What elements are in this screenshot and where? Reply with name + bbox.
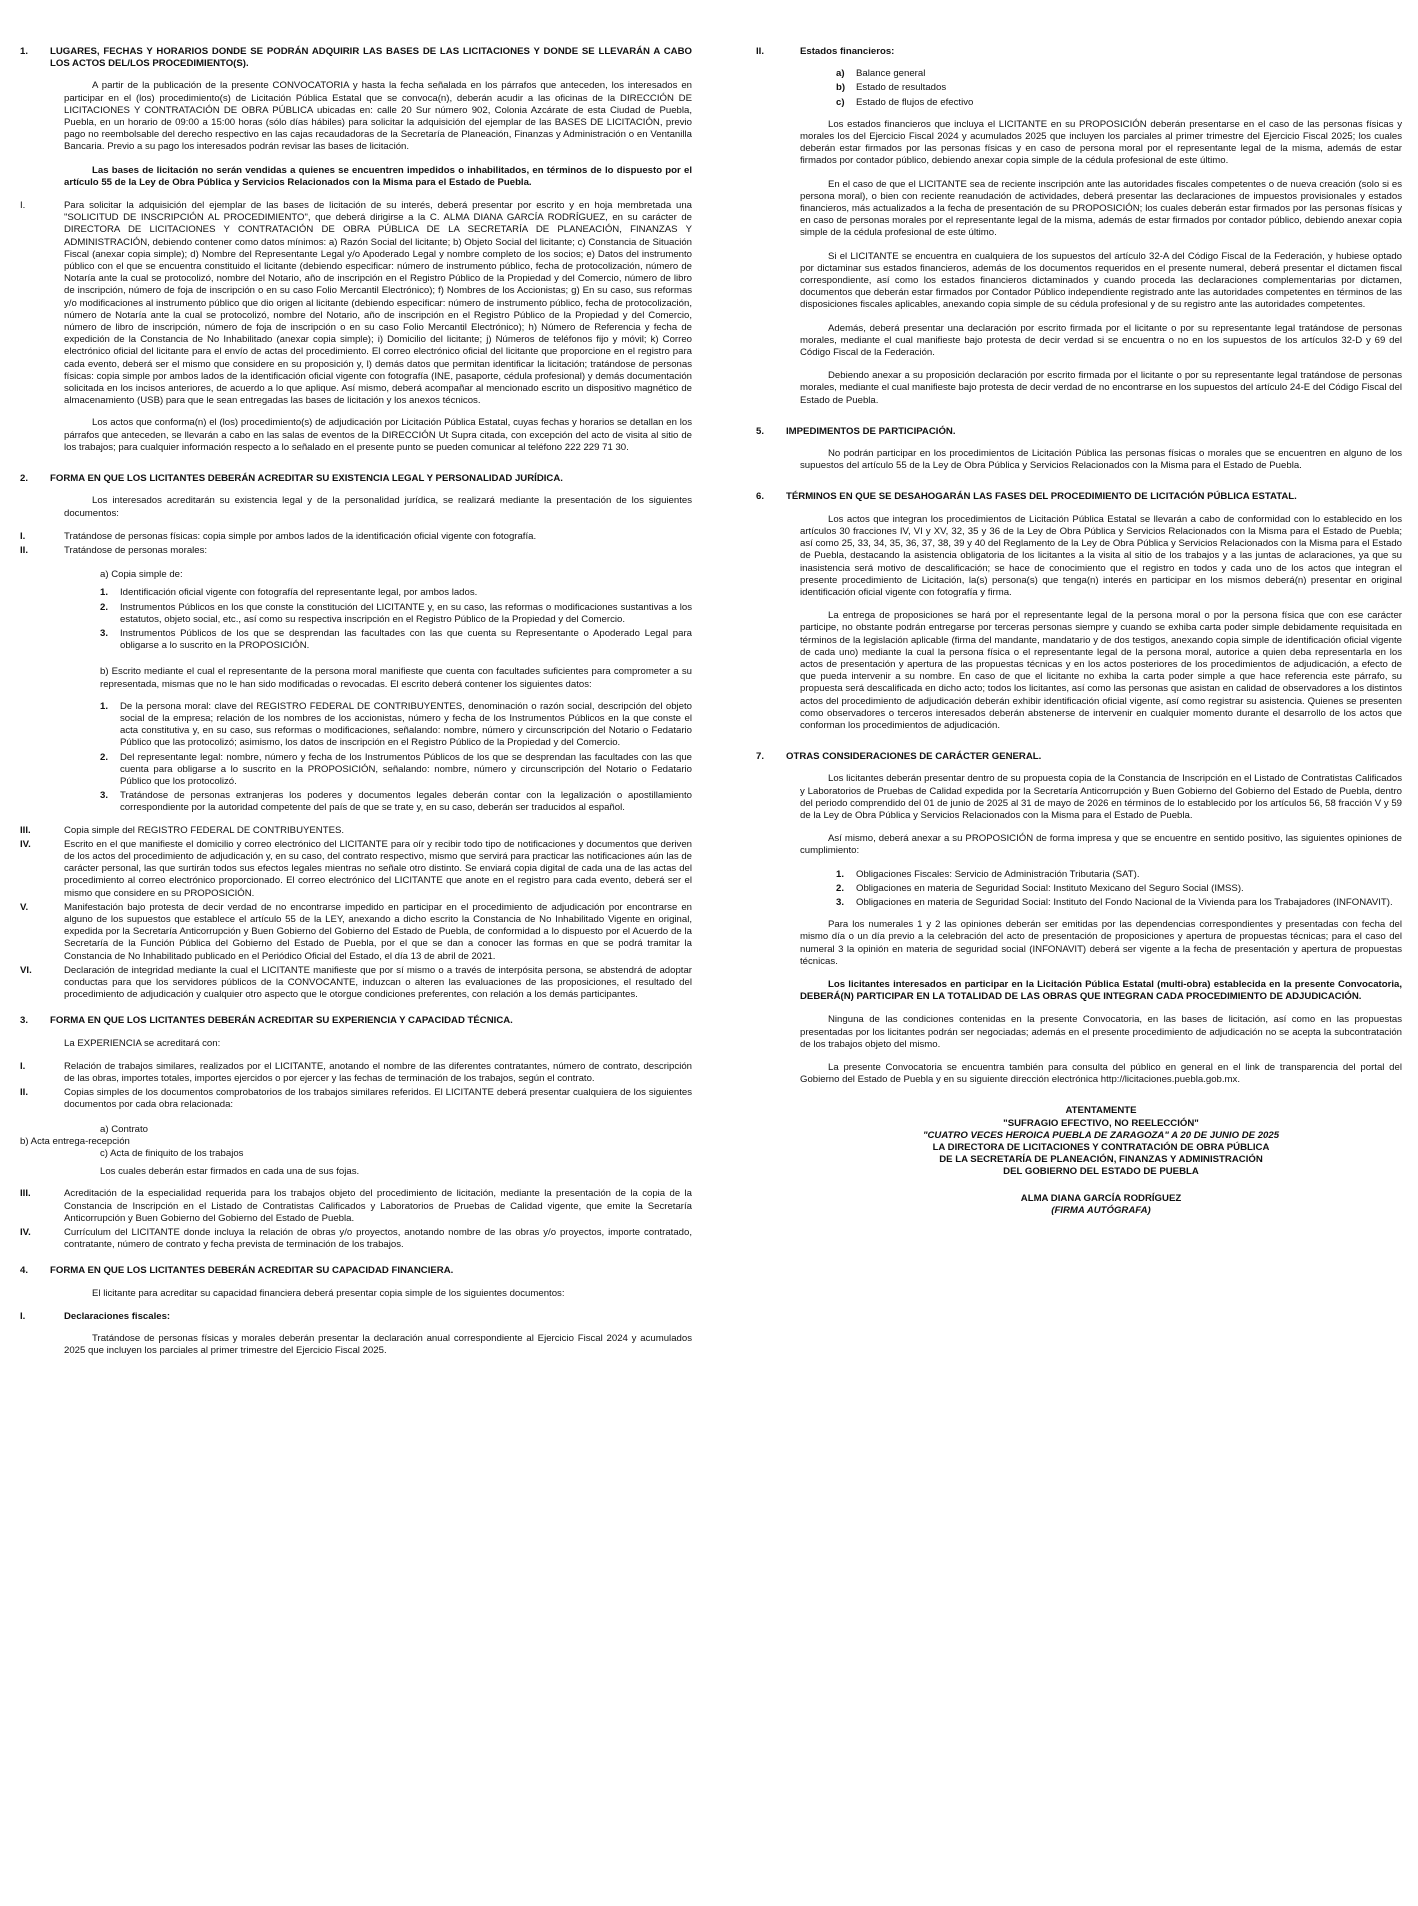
doc-item: b) Acta entrega-recepción: [20, 1135, 130, 1147]
list-marker: 3.: [836, 896, 845, 908]
list-marker: c): [836, 96, 845, 108]
list-marker: IV.: [20, 1227, 31, 1239]
list-item: [100, 701, 692, 750]
paragraph: Ninguna de las condiciones contenidas en la presente Convocatoria, en las bases de licitación, así como en las propuestas presentadas por los licitantes podrán ser negociadas; además en el presente procedimiento de adjudicación no se acepta la subcontratación de los trabajos objeto del mismo.: [800, 1014, 1402, 1050]
list-text: Para solicitar la adquisición del ejemplar de las bases de licitación de su interés, deberá presentar por escrito y en hoja membretada una "SOLICITUD DE INSCRIPCIÓN AL PROCEDIMIENTO", que deberá dirigirse a la C. ALMA DIANA GARCÍA RODRÍGUEZ, en su carácter de DIRECTORA DE LICITACIONES Y CONTRATACIÓN DE OBRA PÚBLICA DE LA SECRETARÍA DE PLANEACIÓN, FINANZAS Y ADMINISTRACIÓN, debiendo contener como datos mínimos: a) Razón Social del licitante; b) Objeto Social del licitante; c) Constancia de Situación Fiscal (anexar copia simple); d) Nombre del Representante Legal y/o Apoderado Legal y nombre completo de los socios; e) Datos del instrumento público con el que se encuentra constituido el licitante (debiendo especificar: número de instrumento público, fecha de protocolización, número de Notaría ante la cual se protocolizó, nombre del Notario, año de inscripción en el Registro Público de la Propiedad y del Comercio, número de libro de inscripción, número de foja de inscripción o en su caso Folio Mercantil Electrónico); f) Nombres de los Accionistas; g) En su caso, sus reformas y/o modificaciones al instrumento público que dio origen al licitante (debiendo especificar: número de instrumento público, fecha de protocolización, número de Notaría ante la cual se protocolizó, nombre del Notario, año de inscripción en el Registro Público de la Propiedad y del Comercio, número de libro de inscripción, número de foja de inscripción o en su caso Folio Mercantil Electrónico); h) Número de Referencia y fecha de expedición de la Constancia de No Inhabilitado (anexar copia simple); i) Domicilio del licitante; j) Números de teléfonos fijo y móvil; k) Correo electrónico oficial del licitante para el envío de actas del procedimiento. El correo electrónico oficial del licitante que proporcione en el registro para cada evento, deberá ser el mismo que considere en su proposición y, l) demás datos que permitan identificar la licitación; tratándose de personas físicas: copia simple por ambos lados de la identificación oficial vigente con fotografía (INE, pasaporte, cédula profesional) y demás documentación solicitada en los incisos anteriores, de acuerdo a lo que aplique. Así mismo, deberá acompañar al mencionado escrito un dispositivo magnético de almacenamiento (USB) para que le sean entregadas las bases de licitación y los anexos técnicos.: [64, 200, 692, 407]
section-title: FORMA EN QUE LOS LICITANTES DEBERÁN ACREDITAR SU EXISTENCIA LEGAL Y PERSONALIDAD JURÍDICA.: [50, 473, 563, 485]
list-marker: II.: [20, 544, 28, 556]
paragraph: Debiendo anexar a su proposición declaración por escrito firmada por el licitante o por su representante legal tratándose de personas morales, mediante el cual manifieste bajo protesta de decir verdad de no encontrarse en los supuestos del artículo 24-E del Código Fiscal del Estado de Puebla.: [800, 370, 1402, 406]
list-marker: IV.: [20, 838, 31, 850]
list-text: Obligaciones en materia de Seguridad Social: Instituto del Fondo Nacional de la Vivienda para los Trabajadores (INFONAVIT).: [856, 896, 1393, 908]
list-item: [20, 531, 692, 543]
left-column: [20, 46, 692, 1368]
section-number: 1.: [20, 46, 29, 57]
list-marker: I.: [20, 200, 26, 212]
paragraph-bold: Las bases de licitación no serán vendidas a quienes se encuentren impedidos o inhabilitados, en términos de lo dispuesto por el artículo 55 de la Ley de Obra Pública y Servicios Relacionados con la Misma para el Estado de Puebla.: [64, 164, 692, 188]
list-item: [836, 883, 1402, 895]
closing: ATENTAMENTE: [1065, 1105, 1137, 1117]
section-title: TÉRMINOS EN QUE SE DESAHOGARÁN LAS FASES DEL PROCEDIMIENTO DE LICITACIÓN PÚBLICA ESTATAL.: [786, 491, 1297, 503]
signer-name: ALMA DIANA GARCÍA RODRÍGUEZ: [1020, 1192, 1182, 1204]
list-text: Estado de resultados: [856, 82, 947, 94]
list-item: [836, 897, 1402, 909]
paragraph: Para los numerales 1 y 2 las opiniones deberán ser emitidas por las dependencias correspondientes y presentadas con fecha del mismo día o un día previo a la celebración del acto de presentación de proposiciones y apertura de propuestas técnicas; para el caso del numeral 3 la opinión en materia de seguridad social (INFONAVIT) deberá ser vigente a la fecha de presentación y apertura de propuestas técnicas.: [800, 919, 1402, 967]
paragraph: No podrán participar en los procedimientos de Licitación Pública las personas físicas o morales que se encuentren en alguno de los supuestos del artículo 55 de la Ley de Obra Pública y Servicios Relacionados con la Misma para el Estado de Puebla.: [800, 448, 1402, 472]
doc-item: c) Acta de finiquito de los trabajos: [100, 1148, 244, 1160]
list-marker: III.: [20, 824, 31, 836]
list-item: [20, 1061, 692, 1085]
list-text: Instrumentos Públicos de los que se desprendan las facultades con las que cuenta su Representante o Apoderado Legal para obligarse a lo suscrito en la PROPOSICIÓN.: [120, 627, 692, 652]
section-number: 2.: [20, 473, 29, 485]
sublist-label: b) Escrito mediante el cual el representante de la persona moral manifieste que cuenta con facultades suficientes para comprometer a su representada, mismas que no le han sido modificadas o revocadas. El escrito deberá contener los siguientes datos:: [100, 666, 692, 690]
list-text: Copia simple del REGISTRO FEDERAL DE CONTRIBUYENTES.: [64, 824, 345, 836]
list-item: [836, 68, 1402, 80]
list-text: Declaraciones fiscales:: [64, 1310, 171, 1322]
section-7-heading: [756, 751, 1402, 763]
right-column: [756, 46, 1402, 1217]
paragraph: El licitante para acreditar su capacidad financiera deberá presentar copia simple de los siguientes documentos:: [92, 1287, 565, 1299]
list-text: Tratándose de personas físicas: copia simple por ambos lados de la identificación oficial vigente con fotografía.: [64, 530, 537, 542]
doc-item: a) Contrato: [100, 1123, 148, 1135]
list-item: [20, 1227, 692, 1251]
list-marker: 3.: [100, 627, 109, 639]
section-1-heading: [20, 46, 692, 70]
paragraph: A partir de la publicación de la presente CONVOCATORIA y hasta la fecha señalada en los párrafos que anteceden, los interesados en participar en el (los) procedimiento(s) de Licitación Pública Estatal que se convoca(n), deberán acudir a las oficinas de la DIRECCIÓN DE LICITACIONES Y CONTRATACIÓN DE OBRA PÚBLICA ubicadas en: calle 20 Sur número 902, Colonia Azcárate de esta Ciudad de Puebla, Puebla, en un horario de 09:00 a 15:00 horas (sólo días hábiles) para solicitar la adquisición del ejemplar de las BASES DE LICITACIÓN, previo pago no reembolsable del derecho respectivo en las cajas recaudadoras de la Secretaría de Planeación, Finanzas y Administración o en Ventanilla Bancaria. Previo a su pago los interesados podrán revisar las bases de licitación.: [64, 80, 692, 153]
list-marker: 2.: [100, 601, 109, 613]
section-title: LUGARES, FECHAS Y HORARIOS DONDE SE PODRÁN ADQUIRIR LAS BASES DE LAS LICITACIONES Y DONDE SE LLEVARÁN A CABO LOS ACTOS DEL/LOS PROCEDIMIENTO(S).: [50, 46, 692, 70]
section-title: IMPEDIMENTOS DE PARTICIPACIÓN.: [786, 425, 956, 437]
paragraph: Los licitantes deberán presentar dentro de su propuesta copia de la Constancia de Inscripción en el Listado de Contratistas Calificados y Laboratorios de Pruebas de Calidad expedida por la Secretaría Anticorrupción y Buen Gobierno del Gobierno del Estado de Puebla, dentro del periodo comprendido del 01 de junio de 2025 al 31 de mayo de 2026 en términos de lo establecido por los artículos 56, 58 fracción V y 59 de la Ley de Obra Pública y Servicios Relacionados con la Misma para el Estado de Puebla.: [800, 773, 1402, 821]
list-marker: V.: [20, 901, 29, 913]
list-item: [20, 1188, 692, 1225]
list-item: [836, 869, 1402, 881]
list-item: [20, 1311, 692, 1323]
list-text: Instrumentos Públicos en los que conste la constitución del LICITANTE y, en su caso, las reformas o modificaciones sustantivas a los estatutos, objeto social, etc., así como su respectiva inscripción en el Registro Público de la Propiedad y del Comercio.: [120, 601, 692, 625]
paragraph: Los actos que conforma(n) el (los) procedimiento(s) de adjudicación por Licitación Pública Estatal, cuyas fechas y horarios se detallan en los párrafos que anteceden, se llevarán a cabo en las salas de eventos de la DIRECCIÓN Ut Supra citada, con excepción del acto de visita al sitio de los trabajos; para cualquier información respecto a lo señalado en el presente punto se pueden comunicar al teléfono 222 229 71 30.: [64, 417, 692, 453]
list-marker: a): [836, 68, 845, 80]
list-text: Tratándose de personas morales:: [64, 544, 208, 556]
section-5-heading: [756, 426, 1402, 438]
list-marker: III.: [20, 1188, 31, 1200]
section-2-heading: [20, 473, 692, 485]
place-date: "CUATRO VECES HEROICA PUEBLA DE ZARAGOZA" A 20 DE JUNIO DE 2025: [922, 1129, 1280, 1141]
list-marker: 1.: [100, 700, 109, 712]
list-item: [100, 628, 692, 652]
list-item: [20, 1087, 692, 1111]
list-text: Estados financieros:: [800, 46, 895, 57]
list-item: [100, 790, 692, 814]
list-item: [100, 602, 692, 626]
section-number: 6.: [756, 491, 765, 503]
list-marker: 3.: [100, 790, 109, 802]
list-item: [20, 839, 692, 900]
paragraph: Los estados financieros que incluya el LICITANTE en su PROPOSICIÓN deberán presentarse en el caso de las personas físicas y morales los del Ejercicio Fiscal 2024 y acumulados 2025 que incluyen los parciales al primer trimestre del Ejercicio Fiscal 2025; los cuales deberán estar firmados por las personas físicas y en caso de persona moral por el representante legal de la misma, además de estar firmados por contador público, debiendo anexar copia simple de la cédula profesional de este último.: [800, 118, 1402, 167]
sublist-label: a) Copia simple de:: [100, 569, 183, 581]
list-marker: II.: [20, 1087, 28, 1099]
section-number: 5.: [756, 425, 765, 437]
paragraph: La presente Convocatoria se encuentra también para consulta del público en general en el link de transparencia del portal del Gobierno del Estado de Puebla y en su siguiente dirección electrónica http://licitaciones.puebla.gob.mx.: [800, 1062, 1402, 1086]
list-item: [100, 752, 692, 789]
signature-note: (FIRMA AUTÓGRAFA): [1051, 1204, 1151, 1216]
list-marker: 1.: [836, 868, 845, 880]
paragraph: Así mismo, deberá anexar a su PROPOSICIÓN de forma impresa y que se encuentre en sentido positivo, las siguientes opiniones de cumplimiento:: [800, 833, 1402, 857]
motto: "SUFRAGIO EFECTIVO, NO REELECCIÓN": [1003, 1117, 1199, 1129]
list-text: Obligaciones Fiscales: Servicio de Administración Tributaria (SAT).: [856, 868, 1140, 880]
paragraph: Tratándose de personas físicas y morales deberán presentar la declaración anual correspondiente al Ejercicio Fiscal 2024 y acumulados 2025 que incluyen los parciales al primer trimestre del Ejercicio Fiscal 2025.: [64, 1333, 692, 1357]
list-item: [20, 825, 692, 837]
list-text: Del representante legal: nombre, número y fecha de los Instrumentos Públicos de los que se desprendan las facultades con las que cuenta para obligarse a lo suscrito en la PROPOSICIÓN, señalando: nombre, número y circunscripción del Notario o Fedatario Público que los protocolizó.: [120, 751, 692, 787]
list-text: Estado de flujos de efectivo: [856, 96, 974, 108]
note: Los cuales deberán estar firmados en cada una de sus fojas.: [100, 1166, 360, 1178]
paragraph: Si el LICITANTE se encuentra en cualquiera de los supuestos del artículo 32-A del Código Fiscal de la Federación, y hubiese optado por dictaminar sus estados financieros, además de los documentos requeridos en el presente numeral, deberá presentar el dictamen fiscal correspondiente, así como los estados financieros dictaminados y cuando proceda las declaraciones complementarias por dictamen, documentos que deberán estar firmados por Contador Público independiente registrado ante las autoridades competentes en términos de las disposiciones fiscales aplicables, anexando copia simple de su cédula profesional y de su registro ante las autoridades competentes.: [800, 250, 1402, 311]
list-text: Relación de trabajos similares, realizados por el LICITANTE, anotando el nombre de las diferentes contratantes, número de contrato, descripción de las obras, importes totales, importes ejercidos o por ejercer y las fechas de terminación de los trabajos, según el contrato.: [64, 1060, 692, 1085]
list-text: Declaración de integridad mediante la cual el LICITANTE manifieste que por sí mismo o a través de interpósita persona, se abstendrá de adoptar conductas para que los servidores públicos de la CONVOCANTE, induzcan o alteren las evaluaciones de las proposiciones, el resultado del procedimiento de adjudicación y cualquier otro aspecto que le otorgue condiciones preferentes, con relación a los demás participantes.: [64, 964, 692, 1001]
list-text: Escrito en el que manifieste el domicilio y correo electrónico del LICITANTE para oír y recibir todo tipo de notificaciones y documentos que deriven de los actos del procedimiento de adjudicación y, en su caso, del contrato respectivo, mismo que servirá para practicar las notificaciones aún las de carácter personal, las que surtirán todos sus efectos legales mientras no señale otro distinto. Se enviará copia digital de cada una de las actas del procedimiento al correo electrónico proporcionado. El correo electrónico del LICITANTE que anote en el registro para cada evento, deberá ser el mismo que considere en su PROPOSICIÓN.: [64, 838, 692, 899]
list-marker: 2.: [100, 751, 109, 763]
list-item: [20, 902, 692, 963]
list-text: De la persona moral: clave del REGISTRO FEDERAL DE CONTRIBUYENTES, denominación o razón social, descripción del objeto social de la empresa; relación de los nombres de los accionistas, número y fecha de los Instrumentos Públicos en la que conste el acta constitutiva y, en su caso, sus reformas o modificaciones, señalando: nombre, número y circunscripción del Notario o Fedatario Público que las protocolizó; asimismo, los datos de inscripción en el Registro Público de la Propiedad y del Comercio.: [120, 700, 692, 749]
list-marker: 2.: [836, 882, 845, 894]
signer-title: LA DIRECTORA DE LICITACIONES Y CONTRATACIÓN DE OBRA PÚBLICA: [932, 1142, 1270, 1154]
list-item: [100, 587, 692, 599]
list-text: Identificación oficial vigente con fotografía del representante legal, por ambos lados.: [120, 587, 478, 599]
section-4-heading: [20, 1265, 692, 1277]
list-marker: I.: [20, 1310, 26, 1322]
section-number: 3.: [20, 1015, 29, 1027]
list-item: [756, 46, 1402, 58]
signer-title: DE LA SECRETARÍA DE PLANEACIÓN, FINANZAS Y ADMINISTRACIÓN: [939, 1154, 1263, 1166]
list-text: Copias simples de los documentos comprobatorios de los trabajos similares referidos. El LICITANTE deberá presentar cualquiera de los siguientes documentos por cada obra relacionada:: [64, 1087, 692, 1111]
list-text: Acreditación de la especialidad requerida para los trabajos objeto del procedimiento de licitación, mediante la presentación de la copia de la Constancia de Inscripción en el Listado de Contratistas Calificados y Laboratorios de Pruebas de Calidad vigente, que emite la Secretaría Anticorrupción y Buen Gobierno del Gobierno del Estado de Puebla.: [64, 1188, 692, 1224]
list-item: [836, 82, 1402, 94]
list-marker: I.: [20, 1060, 26, 1072]
paragraph: En el caso de que el LICITANTE sea de reciente inscripción ante las autoridades fiscales competentes o de nueva creación (solo si es persona moral), o bien con reciente reanudación de actividades, deberá presentar las declaraciones de impuestos provisionales y estados financieros, más actualizados a la fecha de presentación de su PROPOSICIÓN; los cuales deberán estar firmados por las personas físicas y en caso de personas morales por el representante legal de la misma, además de estar firmados por contador público, debiendo anexar copia simple de la cédula profesional de este último.: [800, 178, 1402, 239]
list-text: Obligaciones en materia de Seguridad Social: Instituto Mexicano del Seguro Social (IMSS).: [856, 882, 1244, 894]
list-item: [836, 97, 1402, 109]
section-3-heading: [20, 1015, 692, 1027]
paragraph: Los interesados acreditarán su existencia legal y de la personalidad jurídica, se realizará mediante la presentación de los siguientes documentos:: [64, 495, 692, 519]
section-title: FORMA EN QUE LOS LICITANTES DEBERÁN ACREDITAR SU CAPACIDAD FINANCIERA.: [50, 1265, 454, 1277]
paragraph: La EXPERIENCIA se acreditará con:: [64, 1037, 221, 1049]
section-number: 4.: [20, 1265, 29, 1277]
list-marker: VI.: [20, 964, 32, 976]
list-text: Manifestación bajo protesta de decir verdad de no encontrarse impedido en participar en el procedimiento de adjudicación por encontrarse en alguno de los supuestos que establece el artículo 55 de la LEY, anexando a dicho escrito la Constancia de No Inhabilitado Vigente en original, expedida por la Secretaría Anticorrupción y Buen Gobierno del Gobierno del Estado de Puebla, de conformidad a lo dispuesto por el Acuerdo de la Secretaría de la Función Pública del Gobierno del Estado de Puebla, por el que se dan a conocer las formas en que se podrá tramitar la Constancia de No Inhabilitado publicado en el Periódico Oficial del Estado, el día 13 de abril de 2021.: [64, 901, 692, 962]
list-text: Tratándose de personas extranjeras los poderes y documentos legales deberán contar con la legalización o apostillamiento correspondiente por la autoridad competente del país de que se trate y, en su caso, deberán ser traducidos al español.: [120, 790, 692, 814]
paragraph: La entrega de proposiciones se hará por el representante legal de la persona moral o por la persona física que con ese carácter participe, no obstante podrán entregarse por terceras personas siempre y cuando se exhiba carta poder simple debidamente requisitada en términos de la legislación aplicable (firma del mandante, mandatario y de dos testigos, anexando copia simple de identificación oficial vigente de cada uno) mediante la cual la persona física o el representante legal de la persona moral, autorice a quien deba representarla en los actos de presentación y apertura de las propuestas técnicas y en los actos posteriores de los procedimientos de adjudicación, a efecto de que pueda intervenir a su nombre. En caso de que el licitante no exhiba la carta poder simple a que hace referencia este párrafo, su propuesta será descalificada en dicho acto; todos los licitantes, así como las personas que asistan en calidad de observadores a los distintos actos del procedimiento de adjudicación deberán exhibir identificación oficial vigente, así como registrar su asistencia. Quienes se presenten como observadores o terceros interesados deberán abstenerse de intervenir en cualquier momento durante el desarrollo de los actos que conforman los procedimientos de adjudicación.: [800, 610, 1402, 731]
paragraph: Además, deberá presentar una declaración por escrito firmada por el licitante o por su representante legal tratándose de personas morales, mediante el cual manifieste bajo protesta de decir verdad si se encuentra o no en los supuestos de los artículos 32-D y 69 del Código Fiscal de la Federación.: [800, 322, 1402, 359]
paragraph-bold: Los licitantes interesados en participar en la Licitación Pública Estatal (multi-obra) establecida en la presente Convocatoria, DEBERÁ(N) PARTICIPAR EN LA TOTALIDAD DE LAS OBRAS QUE INTEGRAN CADA PROCEDIMIENTO DE ADJUDICACIÓN.: [800, 978, 1402, 1003]
list-item: [20, 545, 692, 557]
section-title: OTRAS CONSIDERACIONES DE CARÁCTER GENERAL.: [786, 751, 1042, 763]
paragraph: Los actos que integran los procedimientos de Licitación Pública Estatal se llevarán a cabo de conformidad con lo establecido en los artículos 30 fracciones IV, VI y XV, 32, 35 y 36 de la Ley de Obra Pública y Servicios Relacionados con la Misma para el Estado de Puebla; así como 25, 33, 34, 35, 36, 37, 38, 39 y 40 del Reglamento de la Ley de Obra Pública y Servicios Relacionados con la Misma para el Estado de Puebla, destacando la asistencia obligatoria de los licitantes a la visita al sitio de los trabajos y a las juntas de aclaraciones, ya que su inasistencia será motivo de descalificación; se hace de conocimiento que el registro en todos y cada uno de los actos que integran el presente procedimiento de Licitación, la(s) persona(s) que tenga(n) interés en participar en los mismos deberá(n) presentar en original identificación oficial vigente con fotografía y firma.: [800, 513, 1402, 598]
list-item: [20, 200, 692, 407]
signer-title: DEL GOBIERNO DEL ESTADO DE PUEBLA: [1003, 1166, 1199, 1178]
list-text: Currículum del LICITANTE donde incluya la relación de obras y/o proyectos, anotando nombre de las obras y/o proyectos, importe contratado, contratante, número de contrato y fecha prevista de terminación de los trabajos.: [64, 1227, 692, 1251]
signature-block: [800, 1105, 1402, 1217]
section-number: 7.: [756, 751, 765, 763]
list-text: Balance general: [856, 68, 926, 80]
list-marker: b): [836, 82, 846, 94]
list-marker: II.: [756, 46, 764, 57]
section-6-heading: [756, 491, 1402, 503]
list-marker: 1.: [100, 587, 109, 599]
list-marker: I.: [20, 530, 26, 542]
section-title: FORMA EN QUE LOS LICITANTES DEBERÁN ACREDITAR SU EXPERIENCIA Y CAPACIDAD TÉCNICA.: [50, 1015, 513, 1027]
list-item: [20, 965, 692, 1002]
